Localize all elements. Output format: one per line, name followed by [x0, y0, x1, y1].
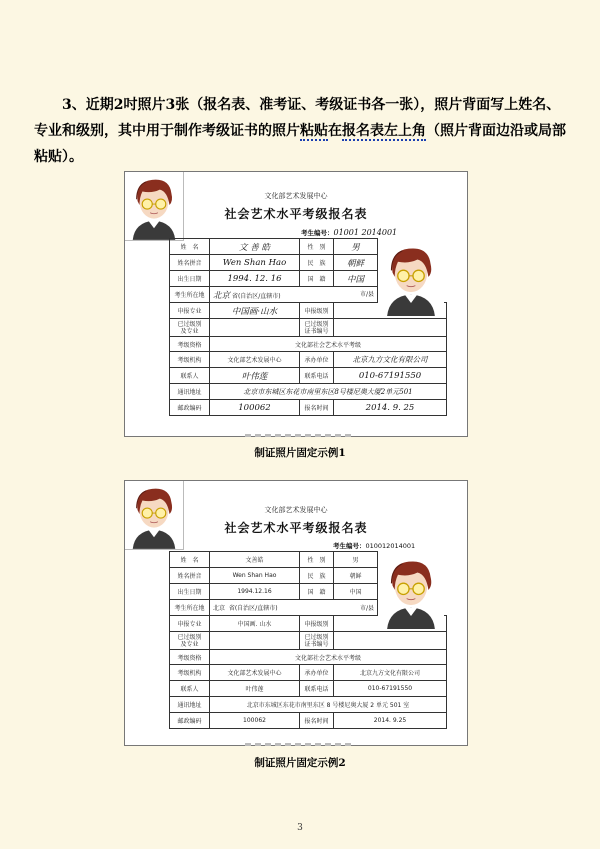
label-passed-level: 已过级别 及专业	[170, 632, 210, 650]
portrait-photo-icon	[378, 240, 444, 316]
label-city-suffix: 市/县	[359, 605, 374, 612]
form-title: 社会艺术水平考级报名表	[224, 521, 368, 535]
label-passed-cert: 已过级别 证书编号	[300, 632, 334, 650]
label-level: 申报级别	[300, 616, 334, 632]
value-date: 2014. 9. 25	[334, 400, 447, 416]
label-passed-cert: 已过级别 证书编号	[300, 319, 334, 337]
exam-number	[333, 541, 415, 550]
label-location: 考生所在地	[170, 287, 210, 303]
label-agency: 考级机构	[170, 665, 210, 681]
value-pinyin: Wen Shan Hao	[210, 568, 300, 584]
label-name: 姓 名	[170, 552, 210, 568]
label-postcode: 邮政编码	[170, 713, 210, 729]
value-phone: 010-67191550	[334, 368, 447, 384]
label-phone: 联系电话	[300, 681, 334, 697]
value-date: 2014. 9.25	[334, 713, 447, 729]
registration-form-example-1	[124, 171, 468, 437]
label-level: 申报级别	[300, 303, 334, 319]
instruction-paragraph	[34, 92, 574, 170]
value-address: 北京市东城区东花市南里东区8号楼尼奥大厦2单元501	[210, 384, 447, 400]
label-ethnicity: 民 族	[300, 568, 334, 584]
value-postcode: 100062	[210, 713, 300, 729]
exam-number-value: 010012014001	[365, 542, 416, 550]
label-dob: 出生日期	[170, 584, 210, 600]
value-major: 中国画. 山水	[210, 616, 300, 632]
label-phone: 联系电话	[300, 368, 334, 384]
instruction-emphasis-location: 报名表左上角	[342, 123, 426, 139]
applicant-photo	[378, 553, 444, 629]
value-location	[210, 600, 378, 616]
exam-number	[301, 228, 397, 237]
portrait-photo-icon	[125, 481, 183, 549]
value-agency: 文化部艺术发展中心	[210, 352, 300, 368]
value-phone: 010-67191550	[334, 681, 447, 697]
label-date: 报名时间	[300, 713, 334, 729]
value-gender: 男	[334, 239, 378, 255]
label-qualification: 考级资格	[170, 337, 210, 352]
label-province-suffix: 省(自治区/直辖市)	[231, 292, 281, 300]
label-nationality: 国 籍	[300, 584, 334, 600]
value-dob: 1994.12.16	[210, 584, 300, 600]
label-ethnicity: 民 族	[300, 255, 334, 271]
instruction-text-in: 在	[328, 123, 342, 139]
label-major: 申报专业	[170, 303, 210, 319]
value-province: 北京	[213, 290, 231, 301]
exam-number-label: 考生编号：	[333, 542, 366, 550]
value-name: 文善皓	[210, 552, 300, 568]
value-passed-level	[210, 632, 300, 650]
value-ethnicity: 朝鲜	[334, 255, 378, 271]
value-host: 北京九方文化有限公司	[334, 665, 447, 681]
instruction-text-end: （照片背面边沿或局部粘贴）。	[34, 123, 566, 165]
label-pinyin: 姓名拼音	[170, 568, 210, 584]
page-number: 3	[297, 823, 303, 833]
value-major: 中国画·山水	[210, 303, 300, 319]
value-pinyin: Wen Shan Hao	[210, 255, 300, 271]
label-gender: 性 别	[300, 239, 334, 255]
label-location: 考生所在地	[170, 600, 210, 616]
label-contact: 联系人	[170, 368, 210, 384]
form-title: 社会艺术水平考级报名表	[224, 207, 368, 221]
value-dob: 1994. 12. 16	[210, 271, 300, 287]
value-passed-cert	[334, 319, 447, 337]
exam-number-label: 考生编号：	[301, 229, 334, 237]
label-pinyin: 姓名拼音	[170, 255, 210, 271]
value-province: 北京	[213, 605, 226, 612]
value-qualification: 文化部社会艺术水平考级	[210, 337, 447, 352]
label-host: 承办单位	[300, 665, 334, 681]
label-contact: 联系人	[170, 681, 210, 697]
applicant-photo	[378, 240, 444, 316]
value-ethnicity: 朝鲜	[334, 568, 378, 584]
caption-example-2: 制证照片固定示例2	[254, 757, 346, 769]
label-qualification: 考级资格	[170, 650, 210, 665]
label-passed-level: 已过级别 及专业	[170, 319, 210, 337]
value-nationality: 中国	[334, 271, 378, 287]
cut-line	[245, 434, 355, 437]
value-contact: 叶伟莲	[210, 368, 300, 384]
registration-form-example-2	[124, 480, 468, 746]
exam-number-value: 01001 2014001	[333, 228, 398, 237]
label-address: 通讯地址	[170, 384, 210, 400]
label-city-suffix: 市/县	[359, 290, 374, 298]
portrait-photo-icon	[378, 553, 444, 629]
form-org: 文化部艺术发展中心	[264, 192, 328, 200]
value-postcode: 100062	[210, 400, 300, 416]
value-nationality: 中国	[334, 584, 378, 600]
value-agency: 文化部艺术发展中心	[210, 665, 300, 681]
label-dob: 出生日期	[170, 271, 210, 287]
value-name: 文 善 皓	[210, 239, 300, 255]
label-date: 报名时间	[300, 400, 334, 416]
value-passed-cert	[334, 632, 447, 650]
instruction-text: 3、近期2吋照片3张（报名表、准考证、考级证书各一张），照片背面写上姓名、专业和级别，其中用于制作考级证书的照片	[34, 97, 561, 139]
form-org: 文化部艺术发展中心	[264, 506, 328, 514]
label-agency: 考级机构	[170, 352, 210, 368]
value-location	[210, 287, 378, 303]
value-address: 北京市东城区东花市南里东区 8 号楼尼奥大厦 2 单元 501 室	[210, 697, 447, 713]
label-name: 姓 名	[170, 239, 210, 255]
certificate-photo	[125, 481, 184, 550]
label-address: 通讯地址	[170, 697, 210, 713]
value-host: 北京九方文化有限公司	[334, 352, 447, 368]
label-host: 承办单位	[300, 352, 334, 368]
label-major: 申报专业	[170, 616, 210, 632]
caption-example-1: 制证照片固定示例1	[254, 447, 346, 459]
value-passed-level	[210, 319, 300, 337]
label-gender: 性 别	[300, 552, 334, 568]
label-province-suffix: 省(自治区/直辖市)	[228, 605, 278, 612]
cut-line	[245, 743, 355, 746]
instruction-emphasis-paste: 粘贴	[300, 123, 328, 139]
label-nationality: 国 籍	[300, 271, 334, 287]
label-postcode: 邮政编码	[170, 400, 210, 416]
value-gender: 男	[334, 552, 378, 568]
value-qualification: 文化部社会艺术水平考级	[210, 650, 447, 665]
value-contact: 叶伟莲	[210, 681, 300, 697]
